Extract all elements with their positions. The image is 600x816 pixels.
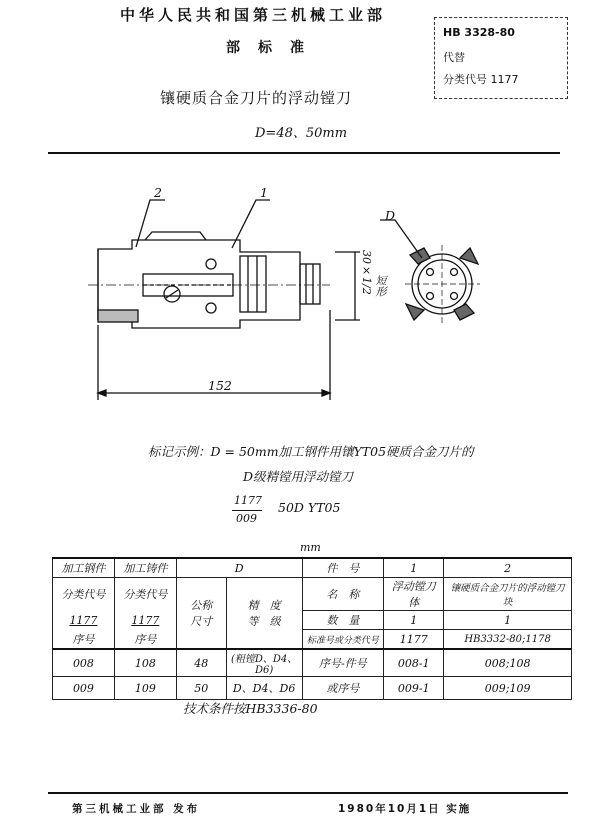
class-code-cast: 1177	[114, 611, 176, 630]
side-dimension-unit: 短形	[374, 275, 387, 297]
class-code-cast-label: 分类代号	[114, 578, 176, 611]
seq-cast-label: 序号	[114, 630, 176, 650]
technical-conditions: 技术条件按HB3336-80	[183, 701, 318, 716]
row1-d: 48	[176, 649, 226, 677]
row2-part1: 009-1	[384, 677, 444, 700]
header-name: 名 称	[302, 578, 384, 611]
marking-code: 50D YT05	[278, 500, 341, 515]
row2-grade: D、D4、D6	[226, 677, 302, 700]
boring-cutter-drawing	[0, 160, 600, 410]
nominal-size-header: 公称 尺寸	[176, 578, 226, 650]
quantity-2: 1	[444, 611, 572, 630]
standard-number-box	[434, 17, 568, 99]
document-title: 镶硬质合金刀片的浮动镗刀	[160, 89, 353, 107]
class-code: 分类代号 1177	[443, 73, 519, 86]
row2-part2: 009;109	[444, 677, 572, 700]
callout-d: D	[385, 208, 396, 223]
seq-steel-label: 序号	[53, 630, 115, 650]
standard-type-heading: 部标准	[226, 40, 322, 56]
ministry-heading: 中华人民共和国第三机械工业部	[120, 6, 387, 24]
name-1: 浮动镗刀体	[384, 578, 444, 611]
header-part-no: 件 号	[302, 558, 384, 578]
row2-steel: 009	[53, 677, 115, 700]
marking-example-line2: D级精镗用浮动镗刀	[243, 469, 354, 484]
header-std-no: 标准号或分类代号	[302, 630, 384, 650]
marking-frac-bottom: 009	[236, 512, 257, 525]
std-1: 1177	[384, 630, 444, 650]
header-or-seq: 或序号	[302, 677, 384, 700]
part-1: 1	[384, 558, 444, 578]
header-d: D	[176, 558, 302, 578]
issuer: 第三机械工业部 发布	[72, 803, 201, 815]
precision-grade-header: 精 度 等 级	[226, 578, 302, 650]
marking-fraction-bar	[232, 510, 262, 511]
class-code-steel: 1177	[53, 611, 115, 630]
effective-date: 1980年10月1日 实施	[338, 803, 472, 815]
row1-grade: (粗镗D、D4、D6)	[226, 649, 302, 677]
header-seq-part: 序号-件号	[302, 649, 384, 677]
row2-cast: 109	[114, 677, 176, 700]
row1-steel: 008	[53, 649, 115, 677]
spec-table	[52, 557, 572, 700]
footer-rule	[48, 792, 568, 794]
length-dimension: 152	[208, 378, 232, 393]
row1-part2: 008;108	[444, 649, 572, 677]
side-dimension: 30×1/2	[360, 250, 373, 295]
title-rule	[48, 152, 560, 154]
row1-part1: 008-1	[384, 649, 444, 677]
row2-d: 50	[176, 677, 226, 700]
name-2: 镶硬质合金刀片的浮动镗刀块	[444, 578, 572, 611]
marking-example-line1: 标记示例：D = 50mm加工钢件用镶YT05硬质合金刀片的	[148, 444, 474, 459]
marking-frac-top: 1177	[234, 494, 262, 507]
callout-1: 1	[260, 185, 268, 200]
unit-label: mm	[300, 541, 321, 554]
row1-cast: 108	[114, 649, 176, 677]
class-code-steel-label: 分类代号	[53, 578, 115, 611]
callout-2: 2	[154, 185, 162, 200]
quantity-1: 1	[384, 611, 444, 630]
header-cast: 加工铸件	[114, 558, 176, 578]
header-quantity: 数 量	[302, 611, 384, 630]
header-steel: 加工钢件	[53, 558, 115, 578]
document-subtitle: D=48、50mm	[255, 126, 348, 141]
standard-number: HB 3328-80	[443, 26, 515, 39]
part-2: 2	[444, 558, 572, 578]
std-2: HB3332-80;1178	[444, 630, 572, 650]
replaces-label: 代替	[443, 51, 465, 64]
